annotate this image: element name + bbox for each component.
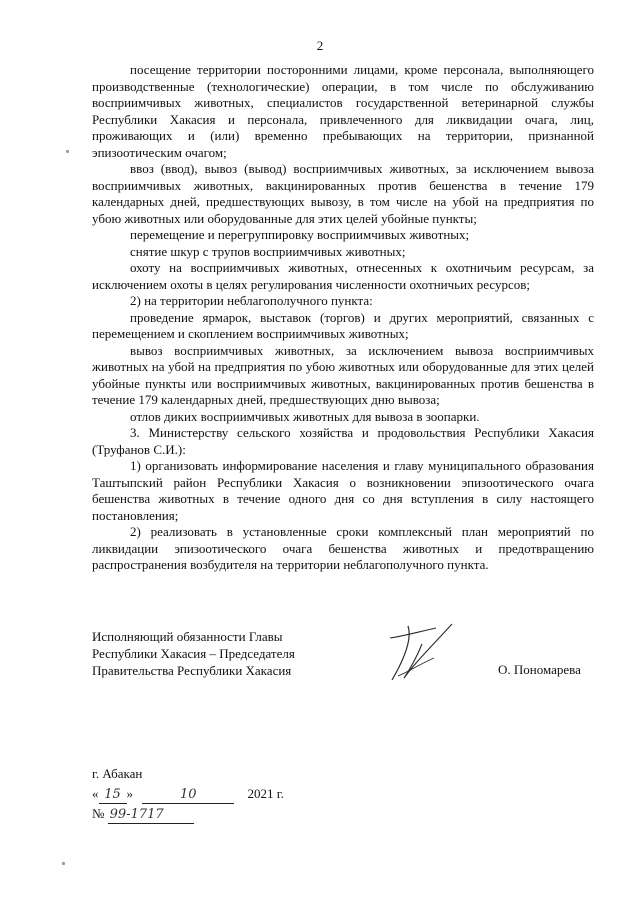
date-line bbox=[92, 785, 352, 805]
quote-open: « bbox=[92, 786, 99, 801]
date-year: 2021 г. bbox=[247, 786, 284, 801]
place-and-date bbox=[92, 765, 352, 825]
signatory-line: Правительства Республики Хакасия bbox=[92, 663, 292, 678]
number-prefix: № bbox=[92, 806, 105, 821]
paragraph: посещение территории посторонними лицами, кроме персонала, выполняющего производственные (технологические) операции, в том числе по обслуживанию восприимчивых животных, специалистов государственной ветеринарной службы Республики Хакасия и персонала, привлеченного для ликвидации очага, лиц, проживающих и (или) временно пребывающих на территории, признанной эпизоотическим очагом; bbox=[92, 62, 594, 160]
city: г. Абакан bbox=[92, 766, 143, 781]
document-number: 99-1717 bbox=[108, 806, 194, 824]
date-day: 15 bbox=[99, 786, 127, 804]
signatory-line: Республики Хакасия – Председателя bbox=[92, 646, 295, 661]
signatory-title bbox=[92, 628, 352, 679]
scan-speck bbox=[66, 150, 69, 153]
paragraph: ввоз (ввод), вывоз (вывод) восприимчивых животных, за исключением вывоза восприимчивых животных, вакцинированных против бешенства в течение 179 календарных дней, предшествующих вывозу, в том числе на убой на предприятия по убою животных или оборудованные для этих целей убойные пункты; bbox=[92, 161, 594, 226]
paragraph: 2) реализовать в установленные сроки комплексный план мероприятий по ликвидации эпизоотического очага бешенства животных и предотвращению распространения возбудителя на территории неблагополучного пункта. bbox=[92, 524, 594, 572]
paragraph: проведение ярмарок, выставок (торгов) и других мероприятий, связанных с перемещением и скоплением восприимчивых животных; bbox=[92, 309, 594, 341]
document-body bbox=[92, 62, 594, 574]
handwritten-signature bbox=[378, 618, 478, 692]
signer-name: О. Пономарева bbox=[498, 662, 581, 677]
paragraph: перемещение и перегруппировку восприимчивых животных; bbox=[130, 227, 470, 242]
date-month: 10 bbox=[142, 786, 234, 804]
paragraph: 3. Министерству сельского хозяйства и продовольствия Республики Хакасия (Труфанов С.И.): bbox=[92, 425, 594, 457]
page-number: 2 bbox=[316, 38, 324, 53]
paragraph: снятие шкур с трупов восприимчивых животных; bbox=[130, 243, 406, 259]
paragraph: отлов диких восприимчивых животных для вывоза в зоопарки. bbox=[130, 408, 480, 424]
paragraph: 1) организовать информирование населения и главу муниципального образования Таштыпский район Республики Хакасия о возникновении эпизоотического очага бешенства животных в течение одного дня со дня вступления в силу настоящего постановления; bbox=[92, 458, 594, 523]
scan-speck bbox=[62, 862, 65, 865]
paragraph: вывоз восприимчивых животных, за исключением вывоза восприимчивых животных на убой на предприятия по убою животных или оборудованные для этих целей убойные пункты или восприимчивых животных, вакцинированных против бешенства в течение 179 календарных дней, предшествующих дню вывоза; bbox=[92, 342, 594, 407]
number-line bbox=[92, 805, 352, 825]
paragraph: 2) на территории неблагополучного пункта: bbox=[130, 293, 373, 308]
signatory-line: Исполняющий обязанности Главы bbox=[92, 629, 283, 644]
paragraph: охоту на восприимчивых животных, отнесенных к охотничьим ресурсам, за исключением охоты в целях регулирования численности охотничьих ресурсов; bbox=[92, 260, 594, 292]
quote-close: » bbox=[126, 786, 133, 801]
